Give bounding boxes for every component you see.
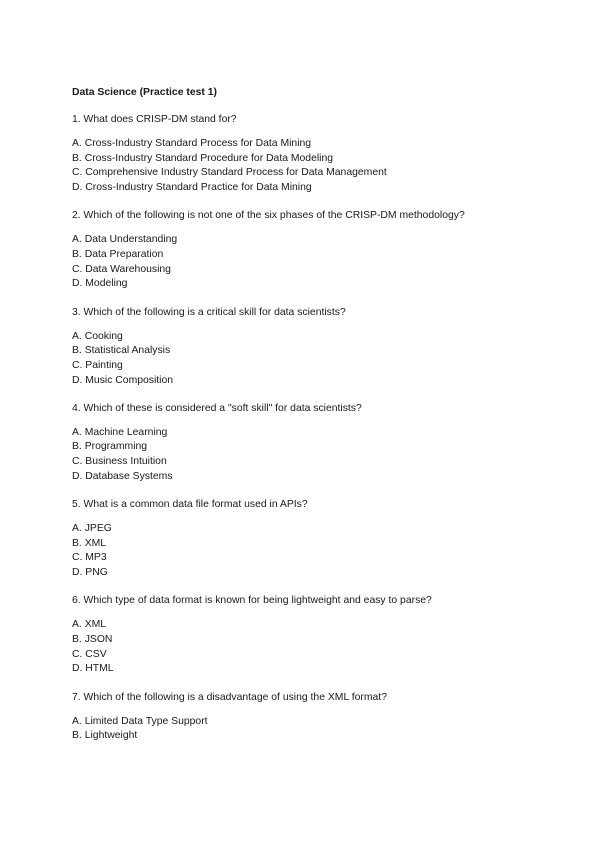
question-1 [72, 112, 542, 196]
answer-option: C. Business Intuition [72, 456, 167, 468]
question-text: 4. Which of these is considered a "soft skill" for data scientists? [72, 402, 362, 414]
question-4 [72, 401, 542, 485]
answer-options [72, 618, 542, 677]
answer-options [72, 330, 542, 389]
answer-option: C. Data Warehousing [72, 263, 171, 275]
answer-option: A. JPEG [72, 523, 112, 534]
answer-option: D. PNG [72, 567, 108, 579]
answer-options [72, 522, 542, 581]
answer-option: C. Comprehensive Industry Standard Process for Data Management [72, 167, 387, 179]
answer-option: B. JSON [72, 633, 113, 645]
question-3 [72, 305, 542, 389]
document-title: Data Science (Practice test 1) [72, 87, 217, 98]
answer-option: A. Cooking [72, 330, 123, 342]
answer-options [72, 137, 542, 196]
question-text: 6. Which type of data format is known for being lightweight and easy to parse? [72, 595, 432, 607]
question-text: 3. Which of the following is a critical skill for data scientists? [72, 306, 346, 318]
answer-options [72, 233, 542, 292]
answer-option: D. Cross-Industry Standard Practice for Data Mining [72, 182, 312, 194]
answer-options [72, 426, 542, 485]
answer-option: B. Cross-Industry Standard Procedure for Data Modeling [72, 152, 334, 164]
answer-option: C. MP3 [72, 552, 107, 564]
answer-option: B. Lightweight [72, 730, 138, 742]
question-text: 2. Which of the following is not one of the six phases of the CRISP-DM methodology? [72, 210, 465, 222]
question-6 [72, 593, 542, 677]
answer-option: A. Machine Learning [72, 426, 168, 438]
answer-option: A. Limited Data Type Support [72, 715, 208, 727]
answer-option: A. Cross-Industry Standard Process for Data Mining [72, 138, 312, 149]
answer-option: D. Database Systems [72, 470, 173, 482]
question-5 [72, 497, 542, 581]
question-text: 7. Which of the following is a disadvantage of using the XML format? [72, 691, 387, 703]
answer-option: D. Music Composition [72, 374, 174, 386]
question-7 [72, 690, 542, 744]
question-text: 1. What does CRISP-DM stand for? [72, 114, 237, 125]
question-2 [72, 208, 542, 292]
answer-option: D. Modeling [72, 278, 128, 290]
answer-option: D. HTML [72, 663, 114, 675]
answer-option: C. CSV [72, 648, 107, 660]
answer-option: B. Programming [72, 441, 148, 453]
answer-option: A. Data Understanding [72, 234, 178, 246]
answer-option: B. Data Preparation [72, 248, 164, 260]
question-text: 5. What is a common data file format used in APIs? [72, 499, 308, 510]
answer-option: C. Painting [72, 359, 123, 371]
answer-option: A. XML [72, 619, 107, 631]
answer-options [72, 715, 542, 744]
answer-option: B. XML [72, 537, 107, 549]
document-content [72, 85, 542, 756]
answer-option: B. Statistical Analysis [72, 345, 171, 357]
